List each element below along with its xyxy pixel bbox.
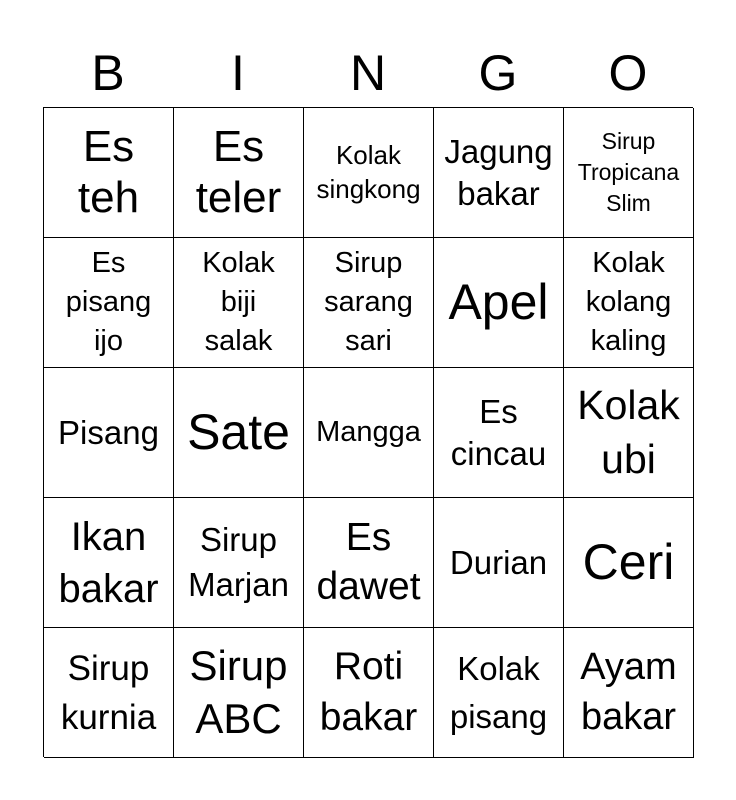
cell-label: Ikan bakar [58, 514, 159, 611]
bingo-cell-r2-c4[interactable] [434, 238, 564, 368]
bingo-cell-r5-c5[interactable] [564, 628, 694, 758]
cell-label: Jagung bakar [444, 133, 553, 212]
bingo-cell-r4-c2[interactable] [174, 498, 304, 628]
cell-label: Sirup Marjan [188, 520, 289, 603]
bingo-cell-r5-c1[interactable] [44, 628, 174, 758]
header-letter-b: B [91, 45, 125, 101]
bingo-cell-r2-c2[interactable] [174, 238, 304, 368]
bingo-header [43, 38, 693, 108]
bingo-cell-r3-c5[interactable] [564, 368, 694, 498]
header-letter-o: O [608, 45, 648, 101]
bingo-cell-r1-c2[interactable] [174, 108, 304, 238]
cell-label: Sirup kurnia [60, 648, 157, 737]
cell-label: Sirup Tropicana Slim [577, 127, 680, 217]
cell-label: Kolak biji salak [202, 246, 275, 358]
bingo-cell-r1-c5[interactable] [564, 108, 694, 238]
bingo-cell-r3-c2[interactable] [174, 368, 304, 498]
cell-label: Pisang [58, 413, 159, 451]
cell-label: Es pisang ijo [65, 246, 152, 358]
cell-label: Kolak singkong [316, 139, 421, 204]
cell-label: Sate [187, 404, 290, 460]
cell-label: Apel [448, 274, 549, 330]
bingo-cell-r4-c5[interactable] [564, 498, 694, 628]
cell-label: Ayam bakar [580, 646, 677, 738]
bingo-cell-r3-c4[interactable] [434, 368, 564, 498]
bingo-cell-r2-c1[interactable] [44, 238, 174, 368]
cell-label: Ceri [582, 534, 675, 590]
cell-label: Kolak pisang [449, 649, 548, 735]
bingo-cell-r5-c2[interactable] [174, 628, 304, 758]
cell-label: Roti bakar [319, 644, 418, 739]
bingo-cell-r4-c4[interactable] [434, 498, 564, 628]
cell-label: Durian [449, 543, 548, 581]
header-letter-i: I [231, 45, 245, 101]
bingo-cell-r1-c3[interactable] [304, 108, 434, 238]
header-letter-g: G [478, 45, 518, 101]
cell-label: Kolak kolang kaling [585, 246, 672, 358]
bingo-cell-r5-c3[interactable] [304, 628, 434, 758]
header-letter-n: N [349, 45, 387, 101]
cell-label: Kolak ubi [577, 382, 680, 482]
bingo-cell-r3-c1[interactable] [44, 368, 174, 498]
bingo-cell-r3-c3[interactable] [304, 368, 434, 498]
bingo-cell-r4-c3[interactable] [304, 498, 434, 628]
bingo-cell-r5-c4[interactable] [434, 628, 564, 758]
cell-label: Es cincau [450, 393, 547, 472]
cell-label: Es teler [195, 121, 282, 222]
cell-label: Es dawet [316, 515, 421, 608]
bingo-cell-r1-c4[interactable] [434, 108, 564, 238]
bingo-cell-r2-c3[interactable] [304, 238, 434, 368]
bingo-cell-r4-c1[interactable] [44, 498, 174, 628]
bingo-cell-r1-c1[interactable] [44, 108, 174, 238]
cell-label: Sirup ABC [189, 642, 288, 742]
cell-label: Mangga [316, 415, 421, 448]
cell-label: Es teh [77, 121, 140, 222]
cell-label: Sirup sarang sari [324, 246, 413, 358]
bingo-board [43, 107, 693, 757]
bingo-cell-r2-c5[interactable] [564, 238, 694, 368]
